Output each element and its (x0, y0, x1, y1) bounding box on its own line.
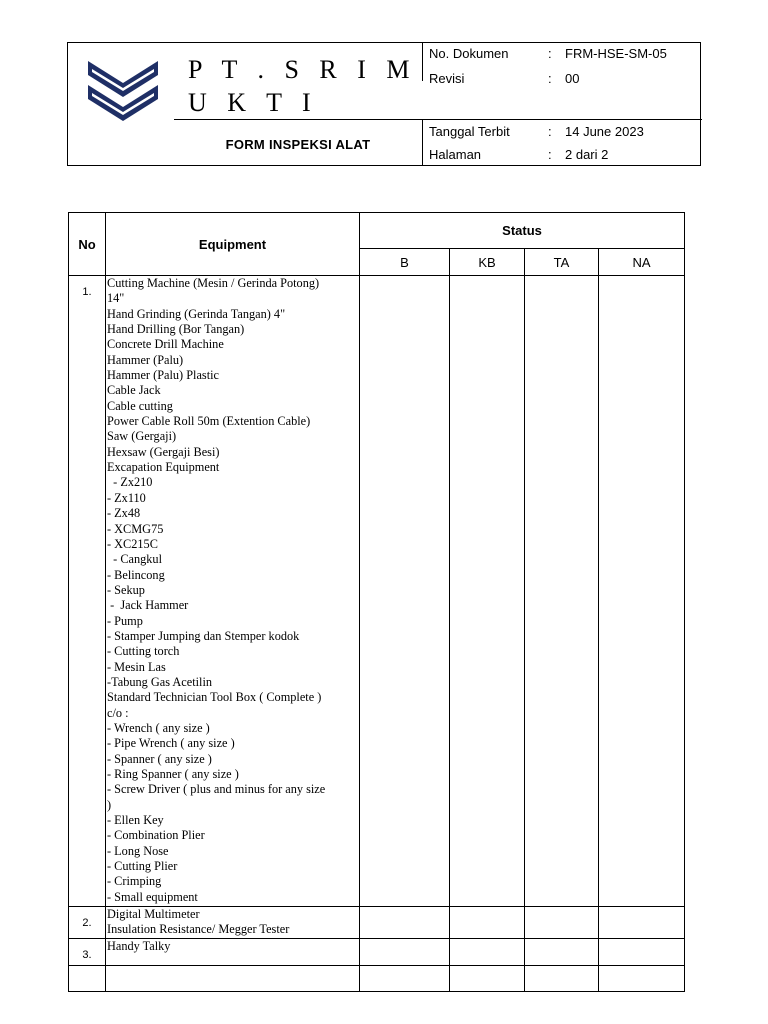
status-cell-kb[interactable] (450, 276, 525, 907)
document-header (67, 42, 701, 166)
form-title: FORM INSPEKSI ALAT (225, 137, 371, 152)
equipment-item: Handy Talky (107, 938, 171, 953)
meta-label: Revisi (429, 71, 465, 86)
equipment-item: - Belincong (107, 567, 165, 582)
equipment-item: Power Cable Roll 50m (Extention Cable) (107, 414, 311, 429)
equipment-item: - XCMG75 (107, 521, 164, 536)
equipment-item: - Sekup (107, 582, 145, 597)
table-row (69, 965, 685, 991)
equipment-item: - Zx48 (107, 506, 141, 521)
equipment-item: - Cangkul (107, 552, 162, 567)
meta-label: Halaman (429, 147, 482, 162)
header-divider (422, 119, 423, 165)
table-row (69, 276, 685, 907)
equipment-item: - Jack Hammer (107, 598, 189, 613)
equipment-item: - Zx110 (107, 490, 146, 505)
equipment-item: - Pipe Wrench ( any size ) (107, 736, 235, 751)
equipment-item: Concrete Drill Machine (107, 337, 224, 352)
status-cell-na[interactable] (599, 276, 685, 907)
equipment-cell (106, 276, 360, 907)
inspection-table (68, 212, 685, 992)
equipment-cell (106, 938, 360, 965)
header-equipment: Equipment (106, 213, 360, 276)
equipment-cell (106, 907, 360, 939)
meta-value: 2 dari 2 (565, 147, 609, 162)
equipment-item: 14" (107, 291, 125, 306)
status-cell-ta[interactable] (525, 965, 599, 991)
status-cell-b[interactable] (360, 938, 450, 965)
status-cell-b[interactable] (360, 965, 450, 991)
equipment-item: - Long Nose (107, 843, 169, 858)
equipment-item: - XC215C (107, 536, 158, 551)
meta-colon: : (548, 71, 552, 86)
status-cell-na[interactable] (599, 907, 685, 939)
company-underline (174, 119, 422, 120)
meta-colon: : (548, 147, 552, 162)
equipment-item: Cable Jack (107, 383, 161, 398)
equipment-item: Saw (Gergaji) (107, 429, 177, 444)
header-divider (422, 119, 702, 120)
status-col-b: B (360, 249, 450, 276)
equipment-item: Hammer (Palu) (107, 352, 184, 367)
table-row (69, 907, 685, 939)
equipment-item: - Ellen Key (107, 813, 164, 828)
equipment-item: Excapation Equipment (107, 460, 220, 475)
equipment-item: Hand Drilling (Bor Tangan) (107, 322, 245, 337)
row-number: 1. (69, 276, 106, 907)
meta-value: FRM-HSE-SM-05 (565, 46, 667, 61)
equipment-item: - Cutting torch (107, 644, 180, 659)
equipment-cell (106, 965, 360, 991)
company-logo-icon (88, 61, 158, 123)
equipment-item: Hand Grinding (Gerinda Tangan) 4" (107, 306, 286, 321)
status-cell-kb[interactable] (450, 907, 525, 939)
equipment-item: - Wrench ( any size ) (107, 720, 210, 735)
row-number (69, 965, 106, 991)
row-number: 2. (69, 907, 106, 939)
status-cell-b[interactable] (360, 907, 450, 939)
equipment-item: Digital Multimeter (107, 907, 200, 921)
status-cell-ta[interactable] (525, 907, 599, 939)
equipment-item: Hammer (Palu) Plastic (107, 368, 220, 383)
table-row (69, 938, 685, 965)
meta-label: Tanggal Terbit (429, 124, 510, 139)
header-status: Status (360, 213, 685, 249)
header-divider (422, 43, 423, 81)
equipment-item: - Screw Driver ( plus and minus for any size (107, 782, 326, 797)
header-no: No (69, 213, 106, 276)
equipment-item: Cutting Machine (Mesin / Gerinda Potong) (107, 276, 320, 290)
equipment-item: - Ring Spanner ( any size ) (107, 767, 239, 781)
equipment-item: ) (107, 797, 112, 812)
equipment-item: - Zx210 (107, 475, 153, 490)
equipment-item: - Stamper Jumping dan Stemper kodok (107, 628, 300, 643)
equipment-item: - Crimping (107, 874, 162, 889)
equipment-item: -Tabung Gas Acetilin (107, 674, 213, 689)
status-cell-ta[interactable] (525, 938, 599, 965)
row-number: 3. (69, 938, 106, 965)
equipment-item: - Spanner ( any size ) (107, 751, 212, 766)
status-cell-b[interactable] (360, 276, 450, 907)
status-col-kb: KB (450, 249, 525, 276)
equipment-item: c/o : (107, 705, 129, 720)
status-cell-na[interactable] (599, 938, 685, 965)
equipment-item: - Combination Plier (107, 828, 205, 843)
equipment-item: - Small equipment (107, 889, 198, 904)
equipment-item: Hexsaw (Gergaji Besi) (107, 444, 220, 459)
company-name: P T . S R I M U K T I (188, 55, 417, 117)
equipment-item: Standard Technician Tool Box ( Complete ) (107, 690, 322, 705)
meta-label: No. Dokumen (429, 46, 509, 61)
equipment-item: - Cutting Plier (107, 859, 178, 874)
equipment-item: Insulation Resistance/ Megger Tester (107, 922, 290, 937)
status-col-na: NA (599, 249, 685, 276)
status-cell-kb[interactable] (450, 965, 525, 991)
meta-colon: : (548, 46, 552, 61)
equipment-item: - Mesin Las (107, 659, 166, 674)
table-body (69, 276, 685, 992)
status-col-ta: TA (525, 249, 599, 276)
meta-colon: : (548, 124, 552, 139)
status-cell-na[interactable] (599, 965, 685, 991)
meta-value: 00 (565, 71, 580, 86)
equipment-item: Cable cutting (107, 398, 173, 413)
status-cell-kb[interactable] (450, 938, 525, 965)
equipment-item: - Pump (107, 613, 143, 628)
meta-value: 14 June 2023 (565, 124, 644, 139)
status-cell-ta[interactable] (525, 276, 599, 907)
